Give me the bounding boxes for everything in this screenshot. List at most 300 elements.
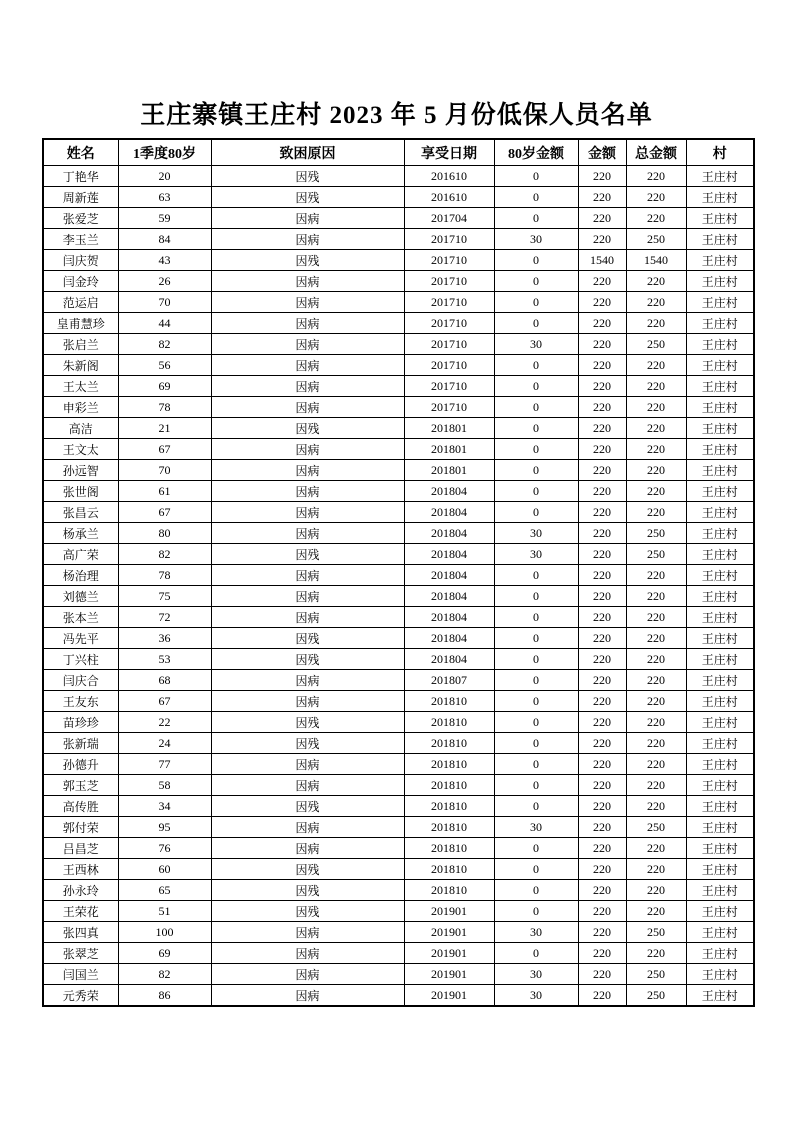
table-cell: 56 [118,355,211,376]
table-cell: 201901 [404,985,494,1007]
table-row [43,460,754,481]
table-cell: 王庄村 [686,250,754,271]
table-cell: 0 [494,376,578,397]
table-cell: 44 [118,313,211,334]
table-cell: 220 [626,733,686,754]
table-cell: 因病 [211,817,404,838]
table-row [43,922,754,943]
table-cell: 220 [578,880,626,901]
table-cell: 201804 [404,628,494,649]
table-cell: 67 [118,691,211,712]
table-cell: 201810 [404,859,494,880]
table-cell: 201804 [404,607,494,628]
table-cell: 220 [626,397,686,418]
table-row [43,250,754,271]
table-cell: 201901 [404,922,494,943]
table-cell: 高广荣 [43,544,118,565]
table-row [43,712,754,733]
table-cell: 220 [626,649,686,670]
table-cell: 王文太 [43,439,118,460]
column-header: 致困原因 [211,139,404,166]
table-cell: 220 [626,880,686,901]
table-cell: 王庄村 [686,208,754,229]
table-cell: 220 [626,754,686,775]
table-cell: 201807 [404,670,494,691]
table-cell: 250 [626,817,686,838]
table-cell: 因病 [211,334,404,355]
column-header: 姓名 [43,139,118,166]
table-cell: 王庄村 [686,313,754,334]
table-cell: 李玉兰 [43,229,118,250]
table-cell: 201810 [404,817,494,838]
table-cell: 220 [626,166,686,187]
table-cell: 0 [494,796,578,817]
table-cell: 69 [118,943,211,964]
table-cell: 220 [578,376,626,397]
table-row [43,544,754,565]
table-cell: 因病 [211,397,404,418]
table-row [43,943,754,964]
table-cell: 因病 [211,208,404,229]
table-row [43,376,754,397]
table-cell: 因病 [211,565,404,586]
table-cell: 220 [578,565,626,586]
table-cell: 51 [118,901,211,922]
table-row [43,649,754,670]
table-row [43,628,754,649]
table-cell: 王庄村 [686,334,754,355]
table-cell: 201901 [404,943,494,964]
table-cell: 84 [118,229,211,250]
page-title: 王庄寨镇王庄村 2023 年 5 月份低保人员名单 [140,102,653,129]
table-cell: 0 [494,901,578,922]
table-cell: 王庄村 [686,691,754,712]
table-cell: 30 [494,922,578,943]
table-cell: 220 [578,775,626,796]
table-cell: 65 [118,880,211,901]
table-cell: 220 [578,313,626,334]
table-cell: 王庄村 [686,187,754,208]
table-cell: 201810 [404,775,494,796]
table-cell: 王庄村 [686,166,754,187]
table-cell: 220 [626,796,686,817]
table-cell: 因残 [211,166,404,187]
table-cell: 王庄村 [686,523,754,544]
table-cell: 30 [494,817,578,838]
table-row [43,901,754,922]
table-row [43,586,754,607]
table-cell: 因病 [211,964,404,985]
table-cell: 王庄村 [686,922,754,943]
table-cell: 王荣花 [43,901,118,922]
table-cell: 因残 [211,649,404,670]
table-cell: 王庄村 [686,670,754,691]
table-row [43,229,754,250]
table-cell: 王庄村 [686,397,754,418]
table-cell: 68 [118,670,211,691]
table-cell: 杨治理 [43,565,118,586]
table-cell: 0 [494,502,578,523]
table-cell: 60 [118,859,211,880]
table-cell: 王庄村 [686,901,754,922]
table-cell: 元秀荣 [43,985,118,1007]
table-cell: 220 [578,607,626,628]
table-cell: 刘德兰 [43,586,118,607]
table-cell: 53 [118,649,211,670]
table-cell: 0 [494,565,578,586]
table-cell: 0 [494,313,578,334]
table-cell: 因残 [211,733,404,754]
table-cell: 82 [118,334,211,355]
table-cell: 0 [494,943,578,964]
table-cell: 张世阁 [43,481,118,502]
table-cell: 220 [578,712,626,733]
table-cell: 220 [578,670,626,691]
table-cell: 王庄村 [686,985,754,1007]
table-cell: 张启兰 [43,334,118,355]
table-cell: 闫金玲 [43,271,118,292]
table-cell: 220 [578,397,626,418]
table-cell: 250 [626,922,686,943]
table-cell: 0 [494,628,578,649]
table-cell: 220 [578,985,626,1007]
table-cell: 20 [118,166,211,187]
table-row [43,502,754,523]
table-cell: 0 [494,439,578,460]
table-cell: 220 [578,649,626,670]
table-cell: 76 [118,838,211,859]
table-cell: 王庄村 [686,859,754,880]
table-cell: 因残 [211,187,404,208]
table-row [43,523,754,544]
table-cell: 杨承兰 [43,523,118,544]
table-cell: 因病 [211,292,404,313]
table-cell: 王庄村 [686,712,754,733]
table-row [43,397,754,418]
table-cell: 0 [494,166,578,187]
table-cell: 70 [118,292,211,313]
column-header: 享受日期 [404,139,494,166]
table-cell: 王庄村 [686,628,754,649]
table-cell: 220 [626,418,686,439]
table-cell: 220 [578,733,626,754]
table-cell: 220 [578,334,626,355]
table-cell: 100 [118,922,211,943]
table-cell: 王庄村 [686,565,754,586]
table-cell: 王庄村 [686,502,754,523]
table-cell: 因病 [211,586,404,607]
table-cell: 250 [626,523,686,544]
table-cell: 因病 [211,775,404,796]
table-cell: 220 [578,859,626,880]
table-row [43,859,754,880]
table-cell: 0 [494,712,578,733]
table-cell: 王庄村 [686,775,754,796]
table-cell: 220 [626,691,686,712]
table-cell: 30 [494,544,578,565]
table-cell: 因残 [211,901,404,922]
table-row [43,334,754,355]
table-cell: 朱新阁 [43,355,118,376]
table-cell: 201610 [404,166,494,187]
table-cell: 220 [626,439,686,460]
table-cell: 43 [118,250,211,271]
table-cell: 220 [578,292,626,313]
table-cell: 36 [118,628,211,649]
table-cell: 220 [578,796,626,817]
table-cell: 201901 [404,901,494,922]
table-cell: 220 [578,187,626,208]
table-cell: 0 [494,418,578,439]
table-cell: 250 [626,544,686,565]
table-cell: 220 [578,481,626,502]
table-cell: 1540 [578,250,626,271]
table-cell: 王太兰 [43,376,118,397]
table-cell: 220 [578,922,626,943]
table-cell: 220 [578,817,626,838]
table-cell: 21 [118,418,211,439]
table-cell: 220 [578,544,626,565]
table-cell: 因病 [211,943,404,964]
table-cell: 95 [118,817,211,838]
table-cell: 220 [578,964,626,985]
table-cell: 67 [118,502,211,523]
table-cell: 王庄村 [686,544,754,565]
table-row [43,313,754,334]
table-cell: 201801 [404,418,494,439]
table-cell: 220 [578,628,626,649]
table-cell: 220 [626,292,686,313]
table-cell: 范运启 [43,292,118,313]
table-row [43,439,754,460]
table-cell: 220 [626,670,686,691]
roster-table [42,138,755,1007]
table-cell: 张翠芝 [43,943,118,964]
table-cell: 皇甫慧珍 [43,313,118,334]
table-cell: 220 [578,838,626,859]
table-cell: 220 [578,943,626,964]
table-cell: 王庄村 [686,964,754,985]
table-cell: 因病 [211,439,404,460]
table-row [43,817,754,838]
column-header: 80岁金额 [494,139,578,166]
table-cell: 0 [494,649,578,670]
table-cell: 张本兰 [43,607,118,628]
table-cell: 王庄村 [686,439,754,460]
table-cell: 张四真 [43,922,118,943]
table-row [43,481,754,502]
table-row [43,733,754,754]
table-cell: 高传胜 [43,796,118,817]
table-cell: 220 [626,859,686,880]
table-cell: 孙远智 [43,460,118,481]
table-cell: 王庄村 [686,796,754,817]
table-body [43,166,754,1007]
table-cell: 220 [626,775,686,796]
table-cell: 王友东 [43,691,118,712]
table-row [43,964,754,985]
table-cell: 220 [578,355,626,376]
table-cell: 80 [118,523,211,544]
table-cell: 0 [494,754,578,775]
table-cell: 王庄村 [686,943,754,964]
table-row [43,271,754,292]
table-cell: 250 [626,964,686,985]
table-cell: 王庄村 [686,376,754,397]
column-header: 村 [686,139,754,166]
table-cell: 王庄村 [686,229,754,250]
table-cell: 王庄村 [686,418,754,439]
table-row [43,187,754,208]
table-cell: 王庄村 [686,607,754,628]
table-row [43,208,754,229]
table-cell: 因病 [211,271,404,292]
table-cell: 王庄村 [686,292,754,313]
table-cell: 王庄村 [686,355,754,376]
column-header: 总金额 [626,139,686,166]
table-cell: 220 [626,586,686,607]
table-row [43,292,754,313]
table-cell: 因病 [211,607,404,628]
table-cell: 201804 [404,481,494,502]
table-cell: 82 [118,544,211,565]
table-cell: 因残 [211,628,404,649]
table-cell: 0 [494,250,578,271]
table-cell: 苗珍珍 [43,712,118,733]
table-cell: 201704 [404,208,494,229]
table-cell: 201710 [404,229,494,250]
table-cell: 34 [118,796,211,817]
table-cell: 24 [118,733,211,754]
table-cell: 201710 [404,376,494,397]
table-cell: 因病 [211,754,404,775]
table-cell: 因残 [211,796,404,817]
table-cell: 220 [578,586,626,607]
table-cell: 82 [118,964,211,985]
table-cell: 201810 [404,880,494,901]
table-row [43,838,754,859]
table-cell: 因残 [211,250,404,271]
table-cell: 220 [578,754,626,775]
table-cell: 王庄村 [686,460,754,481]
table-cell: 201710 [404,397,494,418]
table-cell: 30 [494,229,578,250]
table-cell: 26 [118,271,211,292]
table-cell: 王庄村 [686,838,754,859]
table-cell: 59 [118,208,211,229]
table-cell: 201804 [404,649,494,670]
table-cell: 201810 [404,796,494,817]
table-cell: 0 [494,775,578,796]
table-cell: 周新莲 [43,187,118,208]
table-cell: 王庄村 [686,586,754,607]
table-cell: 220 [578,229,626,250]
table-cell: 冯先平 [43,628,118,649]
table-row [43,670,754,691]
table-cell: 220 [626,187,686,208]
table-cell: 220 [578,901,626,922]
table-cell: 张昌云 [43,502,118,523]
table-cell: 因残 [211,544,404,565]
table-cell: 因病 [211,838,404,859]
table-cell: 201810 [404,838,494,859]
table-cell: 220 [626,481,686,502]
table-cell: 因病 [211,502,404,523]
table-cell: 0 [494,187,578,208]
table-cell: 高洁 [43,418,118,439]
table-cell: 250 [626,334,686,355]
table-cell: 201901 [404,964,494,985]
table-row [43,418,754,439]
table-cell: 申彩兰 [43,397,118,418]
table-cell: 78 [118,565,211,586]
table-row [43,775,754,796]
table-cell: 201710 [404,271,494,292]
table-cell: 孙德升 [43,754,118,775]
table-row [43,691,754,712]
table-cell: 0 [494,838,578,859]
table-cell: 因病 [211,523,404,544]
table-cell: 220 [578,502,626,523]
table-cell: 201804 [404,523,494,544]
table-cell: 王庄村 [686,649,754,670]
table-cell: 0 [494,586,578,607]
table-row [43,607,754,628]
table-cell: 67 [118,439,211,460]
table-cell: 220 [626,460,686,481]
table-cell: 王庄村 [686,817,754,838]
table-cell: 220 [626,208,686,229]
table-cell: 0 [494,397,578,418]
table-cell: 0 [494,460,578,481]
table-cell: 0 [494,607,578,628]
table-cell: 75 [118,586,211,607]
table-cell: 孙永玲 [43,880,118,901]
table-cell: 0 [494,208,578,229]
table-cell: 220 [626,901,686,922]
table-cell: 因残 [211,859,404,880]
table-cell: 201810 [404,754,494,775]
table-cell: 30 [494,985,578,1007]
table-cell: 220 [578,271,626,292]
table-cell: 王庄村 [686,481,754,502]
table-cell: 220 [626,628,686,649]
table-cell: 0 [494,271,578,292]
table-cell: 220 [626,565,686,586]
table-cell: 闫庆贺 [43,250,118,271]
table-cell: 201810 [404,712,494,733]
table-row [43,880,754,901]
table-cell: 王庄村 [686,733,754,754]
table-row [43,166,754,187]
column-header: 金额 [578,139,626,166]
table-cell: 201804 [404,502,494,523]
table-cell: 因残 [211,880,404,901]
table-cell: 闫庆合 [43,670,118,691]
table-cell: 220 [626,376,686,397]
table-cell: 因病 [211,313,404,334]
table-cell: 220 [626,712,686,733]
table-cell: 220 [626,607,686,628]
table-cell: 0 [494,691,578,712]
table-cell: 61 [118,481,211,502]
table-cell: 201804 [404,565,494,586]
table-cell: 丁兴柱 [43,649,118,670]
table-cell: 0 [494,880,578,901]
table-cell: 220 [626,271,686,292]
table-cell: 因病 [211,670,404,691]
table-cell: 22 [118,712,211,733]
